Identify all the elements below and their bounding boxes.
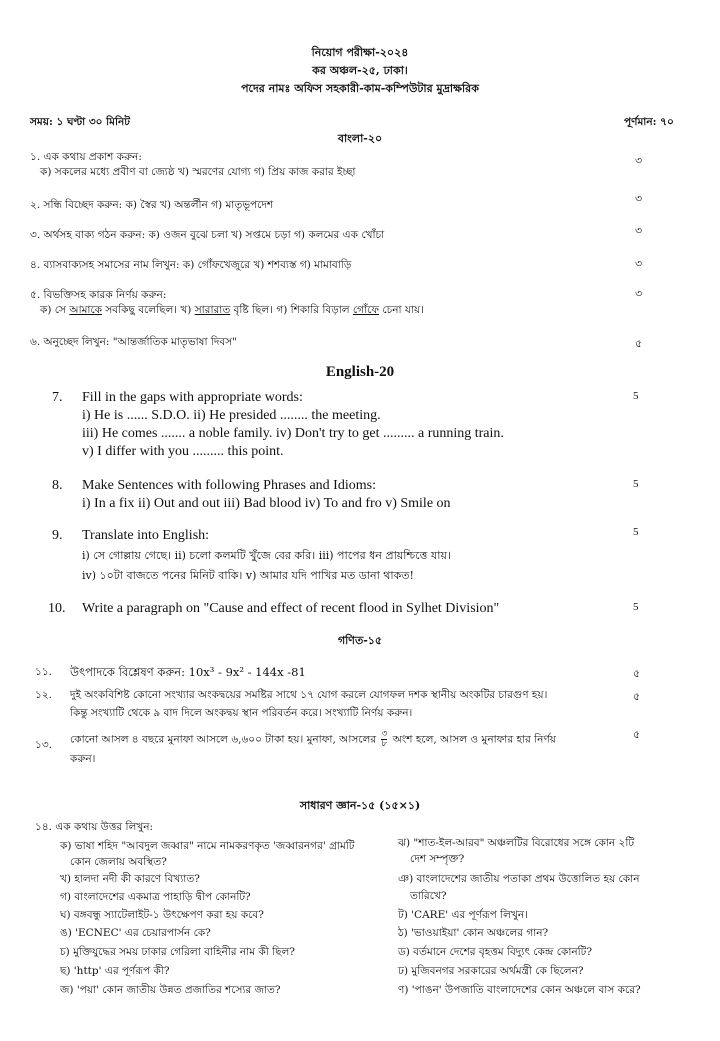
q11-number: ১১. [35, 666, 52, 678]
gk-right-7: ড) বর্তমানে দেশের বৃহত্তম বিদ্যুৎ কেন্দ্র কোনটি? [398, 946, 593, 958]
q12-line-2: কিন্তু সংখ্যাটি থেকে ৯ বাদ দিলে অংকদ্বয় স্থান পরিবর্তন করে। সংখ্যাটি নির্ণয় করুন। [70, 707, 413, 719]
q5-text-c: বৃষ্টি ছিল। গ) শিকারি বিড়াল [230, 304, 353, 316]
q12-number: ১২. [35, 689, 52, 701]
q5-word-2: সারারাত [194, 304, 231, 316]
section-title-math: গণিত-১৫ [337, 634, 383, 647]
gk-right-3: ঞ) বাংলাদেশের জাতীয় পতাকা প্রথম উত্তোলিত হয় কোন [398, 873, 640, 885]
q5-word-1: আমাকে [69, 304, 103, 316]
q12-line-1: দুই অংকবিশিষ্ট কোনো সংখ্যার অংকদ্বয়ের সমষ্টির সাথে ১৭ যোগ করলে যোগফল দশক স্থানীয় অংকটির চারগুণ হয়। [70, 689, 548, 701]
exam-title: নিয়োগ পরীক্ষা-২০২৪ [311, 46, 409, 59]
marks-q2: ৩ [635, 192, 643, 205]
section-title-gk: সাধারণ জ্ঞান-১৫ (১৫×১) [299, 799, 421, 812]
q9-line-1: i) সে গোল্লায় গেছে। ii) চলো কলমটি খুঁজে বের করি। iii) পাপের ধন প্রায়শ্চিত্তে যায়। [82, 549, 451, 562]
q5-text-b: সবকিছু বলেছিল। খ) [102, 304, 195, 316]
fraction [381, 730, 387, 749]
question-7: Fill in the gaps with appropriate words: [82, 390, 303, 405]
gk-right-1: ঝ) "শাত-ইল-আরব" অঞ্চলটির বিরোধের সঙ্গে কোন ২টি [398, 837, 635, 849]
post-name: পদের নামঃ অফিস সহকারী-কাম-কম্পিউটার মুদ্রাক্ষরিক [241, 82, 479, 95]
gk-right-5: ট) 'CARE' এর পূর্ণরূপ লিখুন। [398, 909, 528, 921]
marks-q3: ৩ [635, 224, 643, 237]
fraction-denominator: ৮ [381, 739, 388, 749]
question-3: ৩. অর্থসহ বাক্য গঠন করুন: ক) ওজন বুঝে চলা খ) সপ্তমে চড়া গ) কলমের এক খোঁচা [30, 229, 385, 241]
q9-number: 9. [52, 528, 63, 543]
gk-left-9: জ) 'পয়া' কোন জাতীয় উন্নত প্রজাতির শস্যের জাত? [60, 984, 281, 996]
q7-line-2: iii) He comes ....... a noble family. iv) Don't try to get ......... a running train. [82, 426, 504, 441]
gk-left-6: ঙ) 'ECNEC' এর চেয়ারপার্সন কে? [60, 927, 211, 939]
marks-q6: ৫ [635, 337, 643, 350]
q5-text-a: ক) সে [40, 304, 70, 316]
fraction-numerator: ৩ [381, 729, 388, 739]
question-2: ২. সন্ধি বিচ্ছেদ করুন: ক) স্বৈর খ) অন্তর্লীন গ) মাতৃভূপদেশ [30, 199, 274, 211]
question-5: ৫. বিভক্তিসহ কারক নির্ণয় করুন: [30, 289, 167, 301]
gk-left-7: চ) মুক্তিযুদ্ধের সময় ঢাকার গেরিলা বাহিনীর নাম কী ছিল? [60, 946, 295, 958]
q13-number: ১৩. [35, 739, 52, 751]
gk-left-8: ছ) 'http' এর পূর্ণরূপ কী? [60, 965, 170, 977]
marks-q5: ৩ [635, 287, 643, 300]
q7-line-1: i) He is ...... S.D.O. ii) He presided ........ the meeting. [82, 408, 381, 423]
question-10: Write a paragraph on "Cause and effect of recent flood in Sylhet Division" [82, 601, 500, 616]
marks-q1: ৩ [635, 154, 643, 167]
gk-left-1: ক) ভাষা শহিদ "আবদুল জব্বার" নামে নামকরণকৃত 'জব্বারনগর' গ্রামটি [60, 840, 355, 852]
marks-q11: ৫ [633, 667, 641, 680]
marks-q4: ৩ [635, 257, 643, 270]
marks-q7: 5 [633, 390, 639, 402]
office-name: কর অঞ্চল-২৫, ঢাকা। [312, 64, 408, 77]
gk-right-4: তারিখে? [410, 890, 447, 902]
gk-right-9: ণ) 'পাঙন' উপজাতি বাংলাদেশের কোন অঞ্চলে বাস করে? [398, 984, 641, 996]
q8-line-1: i) In a fix ii) Out and out iii) Bad blood iv) To and fro v) Smile on [82, 496, 451, 511]
full-marks-label: পূর্ণমান: ৭০ [624, 116, 674, 128]
section-title-english: English-20 [325, 364, 395, 380]
q13-line-1 [70, 730, 556, 750]
question-1: ১. এক কথায় প্রকাশ করুন: [30, 151, 142, 163]
q10-number: 10. [48, 601, 66, 616]
q13-text-b: অংশ হলে, আসল ও মুনাফার হার নির্ণয় [392, 733, 556, 746]
q8-number: 8. [52, 478, 63, 493]
question-1-items: ক) সকলের মধ্যে প্রবীণ বা জ্যেষ্ঠ খ) স্মরণের যোগ্য গ) প্রিয় কাজ করার ইচ্ছা [40, 166, 356, 178]
question-14: ১৪. এক কথায় উত্তর লিখুন: [35, 821, 154, 833]
q7-number: 7. [52, 390, 63, 405]
time-label: সময়: ১ ঘণ্টা ৩০ মিনিট [30, 116, 130, 128]
gk-right-8: ঢ) মুজিবনগর সরকারের অর্থমন্ত্রী কে ছিলেন? [398, 965, 584, 977]
question-11: উৎপাদকে বিশ্লেষণ করুন: 10x³ - 9x² - 144x -81 [70, 665, 306, 679]
gk-right-2: দেশ সম্পৃক্ত? [410, 853, 465, 865]
gk-left-5: ঘ) বঙ্গবন্ধু স্যাটেলাইট-১ উৎক্ষেপণ করা হয় কবে? [60, 909, 264, 921]
marks-q10: 5 [633, 601, 639, 613]
gk-left-2: কোন জেলায় অবস্থিত? [70, 856, 167, 868]
gk-left-3: খ) হালদা নদী কী কারণে বিখ্যাত? [60, 873, 200, 885]
marks-q8: 5 [633, 478, 639, 490]
question-6: ৬. অনুচ্ছেদ লিখুন: "আন্তর্জাতিক মাতৃভাষা দিবস" [30, 336, 237, 348]
gk-left-4: গ) বাংলাদেশের একমাত্র পাহাড়ি দ্বীপ কোনটি? [60, 891, 251, 903]
marks-q9: 5 [633, 526, 639, 538]
q5-text-d: চেনা যায়। [379, 304, 424, 316]
gk-right-6: ঠ) 'ভাওয়াইয়া' কোন অঞ্চলের গান? [398, 927, 549, 939]
question-8: Make Sentences with following Phrases and Idioms: [82, 478, 376, 493]
marks-q13: ৫ [633, 728, 641, 741]
marks-q12: ৫ [633, 690, 641, 703]
section-title-bangla: বাংলা-২০ [337, 132, 383, 145]
q9-line-2: iv) ১০টা বাজতে পনের মিনিট বাকি। v) আমার যদি পাখির মত ডানা থাকত! [82, 569, 414, 582]
q13-text-a: কোনো আসল ৪ বছরে মুনাফা আসলে ৬,৬০০ টাকা হয়। মুনাফা, আসলের [70, 733, 377, 746]
question-5-items [40, 303, 424, 320]
question-4: ৪. ব্যাসবাক্যসহ সমাসের নাম লিখুন: ক) গোঁফখেজুরে খ) শশব্যস্ত গ) মামাবাড়ি [30, 259, 352, 271]
question-9: Translate into English: [82, 528, 210, 543]
q7-line-3: v) I differ with you ......... this point. [82, 444, 284, 459]
q5-word-3: গোঁফে [352, 304, 380, 316]
q13-line-2: করুন। [70, 753, 96, 765]
